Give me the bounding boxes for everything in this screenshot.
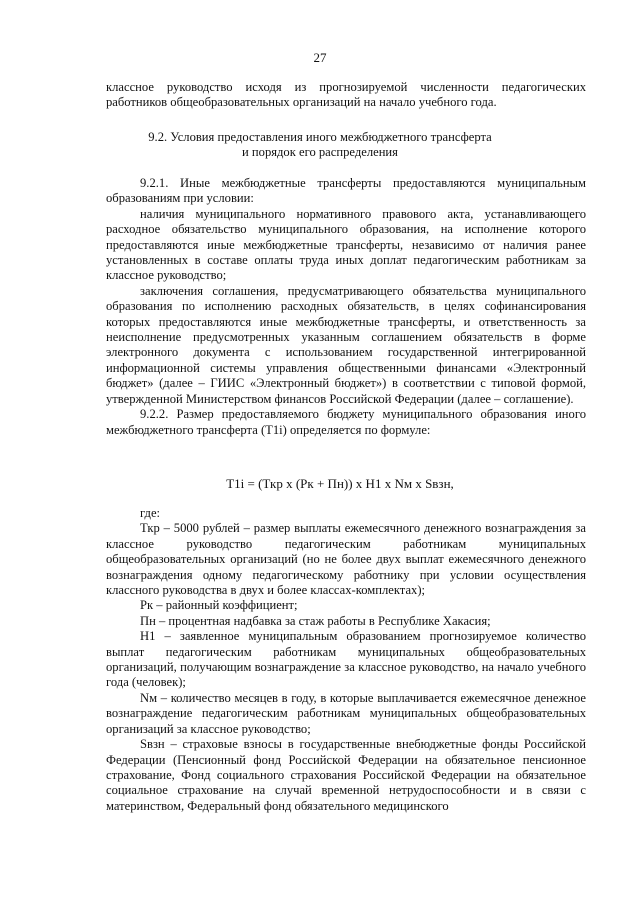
clause-9-2-1-lead: 9.2.1. Иные межбюджетные трансферты предоставляются муниципальным образованиям при условии:	[106, 176, 586, 206]
intro-block	[106, 80, 586, 111]
definition-paragraph: Sвзн – страховые взносы в государственные внебюджетные фонды Российской Федерации (Пенсионный фонд Российской Федерации на обязательное пенсионное страхование, Фонд социального страхования Российской Федерации на обязательное социальное страхование на случай временной нетрудоспособности и в связи с материнством, Федеральный фонд обязательного медицинского	[106, 737, 586, 813]
definition-paragraph: H1 – заявленное муниципальным образованием прогнозируемое количество выплат педагогическим работникам муниципальных общеобразовательных организаций, получающим вознаграждение за классное руководство, на начало учебного года (человек);	[106, 629, 586, 690]
page-number: 27	[313, 50, 327, 65]
section-heading-line-2: и порядок его распределения	[242, 145, 398, 160]
definition-paragraph: Nм – количество месяцев в году, в которые выплачивается ежемесячное денежное вознаграждение педагогическим работникам муниципальных общеобразовательных организаций за классное руководство;	[106, 690, 586, 736]
intro-paragraph: классное руководство исходя из прогнозируемой численности педагогических работников общеобразовательных организаций на начало учебного года.	[106, 80, 586, 110]
formula: T1i = (Ткр х (Рк + Пн)) х H1 х Nм х Sвзн,	[226, 476, 454, 491]
section-heading	[0, 130, 640, 161]
condition-1-paragraph: наличия муниципального нормативного правового акта, устанавливающего расходное обязательство муниципального образования, на исполнение которого предоставляются иные межбюджетные трансферты, независимо от наличия ранее установленных в составе оплаты труда иных доплат педагогическим работникам за классное руководство;	[106, 206, 586, 283]
definitions-block	[106, 506, 586, 814]
definition-paragraph: Рк – районный коэффициент;	[140, 598, 298, 613]
definition-paragraph: Пн – процентная надбавка за стаж работы в Республике Хакасия;	[140, 613, 491, 628]
section-heading-line-1: 9.2. Условия предоставления иного межбюджетного трансферта	[148, 130, 492, 144]
definition-paragraph: Ткр – 5000 рублей – размер выплаты ежемесячного денежного вознаграждения за классное руководство педагогическим работникам муниципальных общеобразовательных организаций (но не более двух выплат ежемесячного денежного вознаграждения одному педагогическому работнику при условии осуществления классного руководства в двух и более классах-комплектах);	[106, 521, 586, 598]
where-label: где:	[140, 506, 161, 520]
clause-9-2-2-lead: 9.2.2. Размер предоставляемого бюджету муниципального образования иного межбюджетного трансферта (T1i) определяется по формуле:	[106, 407, 586, 437]
condition-2-paragraph: заключения соглашения, предусматривающего обязательства муниципального образования по исполнению расходных обязательств, в целях софинансирования которых предоставляются иные межбюджетные трансферты, и ответственность за неисполнение предусмотренных указанным соглашением обязательств в форме электронного документа с использованием государственной интегрированной информационной системы управления общественными финансами «Электронный бюджет» (далее – ГИИС «Электронный бюджет») в соответствии с типовой формой, утвержденной Министерством финансов Российской Федерации (далее – соглашение).	[106, 283, 586, 406]
clause-9-2-1	[106, 176, 586, 438]
